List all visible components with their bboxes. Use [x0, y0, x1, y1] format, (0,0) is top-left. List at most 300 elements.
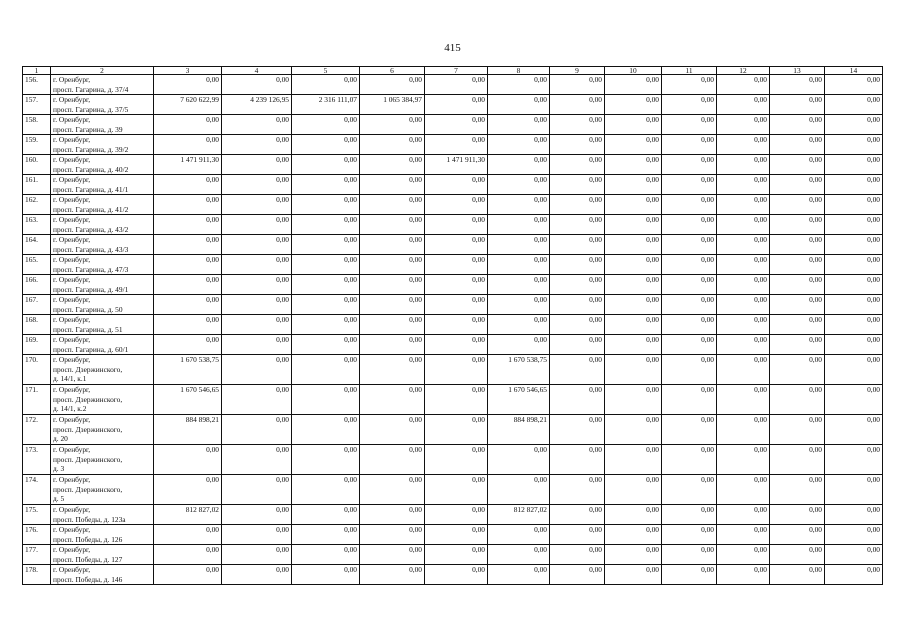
- value-cell: 0,00: [222, 335, 292, 355]
- value-cell: 1 471 911,30: [154, 155, 222, 175]
- value-cell: 0,00: [770, 255, 825, 275]
- row-number: 160.: [23, 155, 51, 175]
- address-cell: [51, 415, 154, 445]
- address-line: просп. Гагарина, д. 39/2: [53, 144, 129, 154]
- value-cell: 0,00: [292, 355, 360, 385]
- value-cell: 0,00: [662, 315, 717, 335]
- value-cell: 0,00: [488, 175, 550, 195]
- value-cell: 0,00: [770, 155, 825, 175]
- address-line: г. Оренбург,: [53, 335, 91, 344]
- value-cell: 0,00: [360, 385, 425, 415]
- value-cell: 0,00: [222, 545, 292, 565]
- value-cell: 0,00: [770, 505, 825, 525]
- header-row: [23, 67, 883, 75]
- row-number: 167.: [23, 295, 51, 315]
- column-header: 6: [360, 67, 425, 75]
- value-cell: 1 670 538,75: [488, 355, 550, 385]
- value-cell: 812 827,02: [488, 505, 550, 525]
- value-cell: 0,00: [360, 195, 425, 215]
- address-cell: [51, 195, 154, 215]
- value-cell: 0,00: [550, 335, 605, 355]
- value-cell: 0,00: [360, 525, 425, 545]
- value-cell: 0,00: [360, 335, 425, 355]
- value-cell: 0,00: [550, 175, 605, 195]
- value-cell: 0,00: [717, 95, 770, 115]
- address-cell: [51, 175, 154, 195]
- address-cell: [51, 445, 154, 475]
- value-cell: 0,00: [550, 255, 605, 275]
- column-header: 5: [292, 67, 360, 75]
- address-line: просп. Дзержинского,: [53, 394, 123, 404]
- address-cell: [51, 475, 154, 505]
- table-row: [23, 445, 883, 475]
- table-row: [23, 355, 883, 385]
- value-cell: 0,00: [488, 215, 550, 235]
- value-cell: 0,00: [662, 215, 717, 235]
- address-line: г. Оренбург,: [53, 355, 91, 364]
- value-cell: 0,00: [825, 295, 883, 315]
- value-cell: 0,00: [360, 295, 425, 315]
- value-cell: 0,00: [292, 295, 360, 315]
- value-cell: 0,00: [292, 75, 360, 95]
- value-cell: 0,00: [488, 135, 550, 155]
- value-cell: 0,00: [154, 235, 222, 255]
- row-number: 157.: [23, 95, 51, 115]
- value-cell: 0,00: [550, 115, 605, 135]
- value-cell: 0,00: [222, 255, 292, 275]
- value-cell: 0,00: [825, 255, 883, 275]
- value-cell: 0,00: [770, 135, 825, 155]
- value-cell: 0,00: [770, 385, 825, 415]
- value-cell: 0,00: [605, 195, 662, 215]
- value-cell: 0,00: [662, 505, 717, 525]
- column-header: 14: [825, 67, 883, 75]
- table-row: [23, 565, 883, 585]
- address-line: г. Оренбург,: [53, 255, 91, 264]
- address-cell: [51, 155, 154, 175]
- value-cell: 0,00: [825, 565, 883, 585]
- value-cell: 0,00: [425, 115, 488, 135]
- row-number: 163.: [23, 215, 51, 235]
- value-cell: 0,00: [550, 475, 605, 505]
- address-cell: [51, 525, 154, 545]
- row-number: 174.: [23, 475, 51, 505]
- address-cell: [51, 385, 154, 415]
- value-cell: 0,00: [825, 445, 883, 475]
- value-cell: 0,00: [222, 315, 292, 335]
- address-line: г. Оренбург,: [53, 525, 91, 534]
- value-cell: 0,00: [662, 95, 717, 115]
- value-cell: 884 898,21: [488, 415, 550, 445]
- value-cell: 0,00: [425, 475, 488, 505]
- value-cell: 0,00: [605, 355, 662, 385]
- value-cell: 0,00: [605, 505, 662, 525]
- value-cell: 0,00: [717, 275, 770, 295]
- value-cell: 0,00: [360, 135, 425, 155]
- value-cell: 0,00: [360, 275, 425, 295]
- value-cell: 0,00: [488, 475, 550, 505]
- value-cell: 0,00: [550, 275, 605, 295]
- value-cell: 0,00: [662, 475, 717, 505]
- value-cell: 0,00: [292, 235, 360, 255]
- value-cell: 0,00: [825, 95, 883, 115]
- value-cell: 0,00: [154, 115, 222, 135]
- row-number: 159.: [23, 135, 51, 155]
- value-cell: 4 239 126,95: [222, 95, 292, 115]
- address-line: г. Оренбург,: [53, 95, 91, 104]
- value-cell: 0,00: [425, 335, 488, 355]
- address-line: просп. Победы, д. 127: [53, 554, 123, 564]
- value-cell: 0,00: [360, 235, 425, 255]
- value-cell: 0,00: [550, 415, 605, 445]
- value-cell: 0,00: [488, 275, 550, 295]
- value-cell: 0,00: [662, 525, 717, 545]
- value-cell: 884 898,21: [154, 415, 222, 445]
- address-cell: [51, 315, 154, 335]
- value-cell: 0,00: [222, 295, 292, 315]
- value-cell: 0,00: [425, 445, 488, 475]
- value-cell: 0,00: [425, 175, 488, 195]
- table-row: [23, 215, 883, 235]
- value-cell: 0,00: [550, 295, 605, 315]
- address-cell: [51, 235, 154, 255]
- value-cell: 0,00: [360, 75, 425, 95]
- address-line: г. Оренбург,: [53, 505, 91, 514]
- value-cell: 0,00: [222, 75, 292, 95]
- value-cell: 0,00: [662, 545, 717, 565]
- value-cell: 0,00: [770, 355, 825, 385]
- value-cell: 0,00: [222, 415, 292, 445]
- value-cell: 0,00: [825, 195, 883, 215]
- address-cell: [51, 355, 154, 385]
- address-line: г. Оренбург,: [53, 445, 91, 454]
- value-cell: 0,00: [550, 545, 605, 565]
- value-cell: 0,00: [550, 235, 605, 255]
- value-cell: 0,00: [292, 565, 360, 585]
- value-cell: 0,00: [425, 415, 488, 445]
- value-cell: 0,00: [360, 315, 425, 335]
- value-cell: 0,00: [770, 75, 825, 95]
- value-cell: 0,00: [488, 95, 550, 115]
- value-cell: 0,00: [292, 215, 360, 235]
- address-line: просп. Гагарина, д. 37/5: [53, 104, 129, 114]
- value-cell: 0,00: [292, 155, 360, 175]
- value-cell: 0,00: [292, 545, 360, 565]
- value-cell: 0,00: [770, 175, 825, 195]
- table-row: [23, 295, 883, 315]
- value-cell: 0,00: [825, 235, 883, 255]
- address-line: просп. Гагарина, д. 60/1: [53, 344, 129, 354]
- value-cell: 0,00: [292, 315, 360, 335]
- address-cell: [51, 505, 154, 525]
- value-cell: 0,00: [717, 255, 770, 275]
- value-cell: 0,00: [425, 315, 488, 335]
- address-line: просп. Гагарина, д. 39: [53, 124, 123, 134]
- value-cell: 0,00: [360, 115, 425, 135]
- value-cell: 0,00: [825, 475, 883, 505]
- address-line: г. Оренбург,: [53, 415, 91, 424]
- value-cell: 0,00: [717, 385, 770, 415]
- column-header: 13: [770, 67, 825, 75]
- value-cell: 0,00: [662, 175, 717, 195]
- value-cell: 0,00: [154, 335, 222, 355]
- column-header: 10: [605, 67, 662, 75]
- value-cell: 0,00: [717, 315, 770, 335]
- value-cell: 0,00: [717, 545, 770, 565]
- address-cell: [51, 545, 154, 565]
- value-cell: 0,00: [154, 295, 222, 315]
- value-cell: 0,00: [605, 95, 662, 115]
- value-cell: 0,00: [605, 565, 662, 585]
- value-cell: 1 670 546,65: [488, 385, 550, 415]
- value-cell: 0,00: [550, 215, 605, 235]
- value-cell: 0,00: [425, 235, 488, 255]
- value-cell: 0,00: [222, 565, 292, 585]
- value-cell: 0,00: [488, 255, 550, 275]
- value-cell: 0,00: [425, 385, 488, 415]
- address-line: г. Оренбург,: [53, 235, 91, 244]
- table-row: [23, 385, 883, 415]
- value-cell: 0,00: [154, 525, 222, 545]
- value-cell: 0,00: [605, 315, 662, 335]
- value-cell: 0,00: [770, 215, 825, 235]
- value-cell: 0,00: [717, 445, 770, 475]
- value-cell: 0,00: [605, 415, 662, 445]
- value-cell: 0,00: [154, 195, 222, 215]
- address-line: просп. Гагарина, д. 37/4: [53, 84, 129, 94]
- row-number: 175.: [23, 505, 51, 525]
- value-cell: 0,00: [154, 75, 222, 95]
- value-cell: 0,00: [825, 415, 883, 445]
- value-cell: 0,00: [770, 525, 825, 545]
- value-cell: 0,00: [717, 335, 770, 355]
- table-row: [23, 475, 883, 505]
- value-cell: 0,00: [717, 415, 770, 445]
- row-number: 173.: [23, 445, 51, 475]
- column-header: 2: [51, 67, 154, 75]
- value-cell: 0,00: [550, 95, 605, 115]
- value-cell: 0,00: [825, 545, 883, 565]
- value-cell: 0,00: [662, 255, 717, 275]
- address-line: просп. Дзержинского,: [53, 364, 123, 374]
- table-row: [23, 255, 883, 275]
- value-cell: 0,00: [425, 195, 488, 215]
- value-cell: 0,00: [662, 445, 717, 475]
- table-row: [23, 175, 883, 195]
- table-row: [23, 525, 883, 545]
- value-cell: 0,00: [360, 215, 425, 235]
- value-cell: 0,00: [717, 355, 770, 385]
- value-cell: 0,00: [717, 505, 770, 525]
- value-cell: 0,00: [488, 565, 550, 585]
- value-cell: 0,00: [292, 135, 360, 155]
- value-cell: 0,00: [425, 355, 488, 385]
- value-cell: 0,00: [605, 235, 662, 255]
- row-number: 164.: [23, 235, 51, 255]
- value-cell: 0,00: [550, 315, 605, 335]
- value-cell: 0,00: [770, 545, 825, 565]
- address-line: г. Оренбург,: [53, 215, 91, 224]
- value-cell: 0,00: [154, 475, 222, 505]
- value-cell: 0,00: [292, 445, 360, 475]
- value-cell: 0,00: [605, 335, 662, 355]
- value-cell: 0,00: [717, 175, 770, 195]
- value-cell: 0,00: [825, 175, 883, 195]
- table-row: [23, 195, 883, 215]
- value-cell: 0,00: [425, 275, 488, 295]
- value-cell: 0,00: [222, 445, 292, 475]
- value-cell: 0,00: [154, 445, 222, 475]
- value-cell: 0,00: [662, 135, 717, 155]
- value-cell: 0,00: [825, 155, 883, 175]
- address-line: просп. Гагарина, д. 51: [53, 324, 123, 334]
- table-row: [23, 545, 883, 565]
- value-cell: 0,00: [550, 505, 605, 525]
- value-cell: 0,00: [825, 525, 883, 545]
- value-cell: 0,00: [292, 255, 360, 275]
- value-cell: 0,00: [605, 175, 662, 195]
- value-cell: 0,00: [717, 295, 770, 315]
- address-line: г. Оренбург,: [53, 75, 91, 84]
- value-cell: 0,00: [154, 175, 222, 195]
- value-cell: 0,00: [717, 135, 770, 155]
- row-number: 156.: [23, 75, 51, 95]
- address-line: д. 20: [53, 434, 68, 443]
- table-row: [23, 415, 883, 445]
- address-line: просп. Дзержинского,: [53, 424, 123, 434]
- value-cell: 0,00: [360, 505, 425, 525]
- row-number: 158.: [23, 115, 51, 135]
- address-line: д. 14/1, к.2: [53, 404, 87, 413]
- value-cell: 0,00: [605, 275, 662, 295]
- value-cell: 0,00: [292, 505, 360, 525]
- value-cell: 0,00: [488, 75, 550, 95]
- address-line: г. Оренбург,: [53, 385, 91, 394]
- value-cell: 0,00: [825, 275, 883, 295]
- value-cell: 0,00: [292, 195, 360, 215]
- value-cell: 0,00: [770, 415, 825, 445]
- value-cell: 0,00: [360, 175, 425, 195]
- value-cell: 1 471 911,30: [425, 155, 488, 175]
- value-cell: 0,00: [292, 115, 360, 135]
- value-cell: 0,00: [360, 565, 425, 585]
- value-cell: 0,00: [770, 475, 825, 505]
- page-number: 415: [444, 42, 461, 54]
- value-cell: 0,00: [825, 385, 883, 415]
- value-cell: 0,00: [222, 135, 292, 155]
- value-cell: 0,00: [292, 335, 360, 355]
- value-cell: 0,00: [222, 215, 292, 235]
- table-row: [23, 315, 883, 335]
- value-cell: 0,00: [717, 75, 770, 95]
- value-cell: 0,00: [662, 415, 717, 445]
- value-cell: 0,00: [222, 155, 292, 175]
- address-line: просп. Гагарина, д. 41/1: [53, 184, 129, 194]
- value-cell: 0,00: [825, 335, 883, 355]
- value-cell: 0,00: [605, 385, 662, 415]
- value-cell: 0,00: [222, 475, 292, 505]
- address-line: просп. Гагарина, д. 49/1: [53, 284, 129, 294]
- column-header: 12: [717, 67, 770, 75]
- value-cell: 0,00: [425, 525, 488, 545]
- value-cell: 0,00: [662, 155, 717, 175]
- value-cell: 0,00: [425, 135, 488, 155]
- column-header: 9: [550, 67, 605, 75]
- address-cell: [51, 335, 154, 355]
- value-cell: 0,00: [360, 545, 425, 565]
- value-cell: 0,00: [154, 315, 222, 335]
- value-cell: 0,00: [717, 115, 770, 135]
- value-cell: 0,00: [154, 545, 222, 565]
- value-cell: 0,00: [825, 505, 883, 525]
- value-cell: 1 670 546,65: [154, 385, 222, 415]
- value-cell: 0,00: [605, 115, 662, 135]
- value-cell: 0,00: [222, 385, 292, 415]
- value-cell: 0,00: [825, 115, 883, 135]
- value-cell: 1 670 538,75: [154, 355, 222, 385]
- row-number: 177.: [23, 545, 51, 565]
- value-cell: 0,00: [662, 385, 717, 415]
- address-line: д. 3: [53, 464, 65, 473]
- address-line: просп. Победы, д. 123а: [53, 514, 126, 524]
- table-row: [23, 95, 883, 115]
- value-cell: 0,00: [425, 95, 488, 115]
- column-header: 11: [662, 67, 717, 75]
- address-line: просп. Дзержинского,: [53, 484, 123, 494]
- value-cell: 2 316 111,07: [292, 95, 360, 115]
- row-number: 178.: [23, 565, 51, 585]
- value-cell: 0,00: [292, 525, 360, 545]
- value-cell: 0,00: [717, 235, 770, 255]
- value-cell: 0,00: [770, 315, 825, 335]
- address-cell: [51, 295, 154, 315]
- value-cell: 0,00: [488, 525, 550, 545]
- value-cell: 0,00: [662, 335, 717, 355]
- address-cell: [51, 275, 154, 295]
- address-cell: [51, 135, 154, 155]
- value-cell: 0,00: [222, 115, 292, 135]
- column-header: 4: [222, 67, 292, 75]
- value-cell: 0,00: [550, 445, 605, 475]
- value-cell: 0,00: [488, 545, 550, 565]
- value-cell: 0,00: [360, 475, 425, 505]
- value-cell: 0,00: [154, 565, 222, 585]
- table-row: [23, 235, 883, 255]
- value-cell: 0,00: [717, 475, 770, 505]
- value-cell: 0,00: [717, 155, 770, 175]
- value-cell: 0,00: [605, 445, 662, 475]
- value-cell: 0,00: [360, 445, 425, 475]
- value-cell: 0,00: [770, 95, 825, 115]
- value-cell: 0,00: [770, 235, 825, 255]
- column-header: 7: [425, 67, 488, 75]
- address-line: просп. Гагарина, д. 43/2: [53, 224, 129, 234]
- value-cell: 0,00: [550, 355, 605, 385]
- value-cell: 0,00: [425, 255, 488, 275]
- value-cell: 0,00: [550, 565, 605, 585]
- value-cell: 0,00: [154, 275, 222, 295]
- value-cell: 0,00: [425, 565, 488, 585]
- value-cell: 0,00: [770, 445, 825, 475]
- value-cell: 0,00: [488, 335, 550, 355]
- row-number: 176.: [23, 525, 51, 545]
- value-cell: 0,00: [222, 525, 292, 545]
- address-line: г. Оренбург,: [53, 295, 91, 304]
- value-cell: 0,00: [717, 565, 770, 585]
- value-cell: 0,00: [550, 155, 605, 175]
- row-number: 168.: [23, 315, 51, 335]
- row-number: 170.: [23, 355, 51, 385]
